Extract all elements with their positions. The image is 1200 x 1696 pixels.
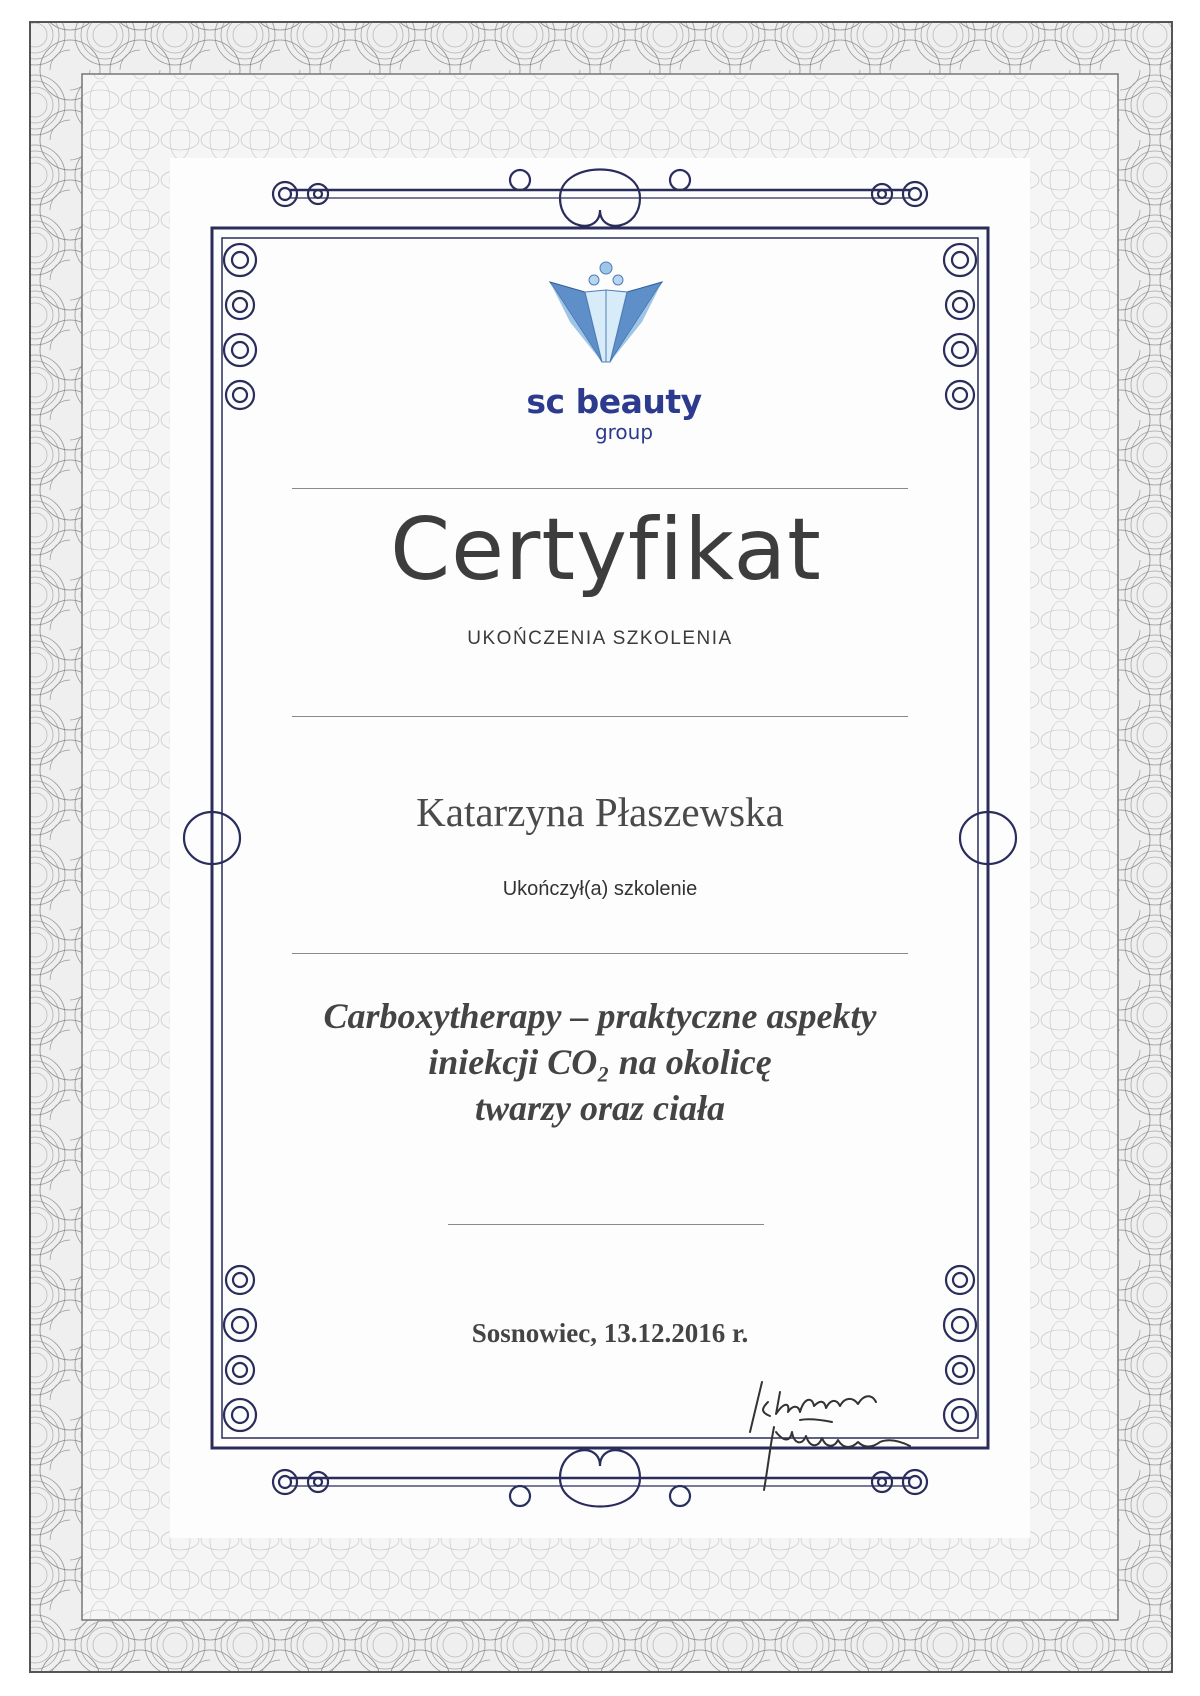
divider: [448, 1224, 764, 1225]
divider: [292, 716, 908, 717]
sc-beauty-logo-icon: [540, 252, 690, 372]
course-title-line-3: twarzy oraz ciała: [474, 1088, 725, 1128]
certificate-subtitle: UKOŃCZENIA SZKOLENIA: [467, 628, 733, 649]
course-title-line-2: iniekcji CO₂ na okolicę: [428, 1042, 772, 1082]
course-title-line-1: Carboxytherapy – praktyczne aspekty: [323, 996, 877, 1036]
completion-label: Ukończył(a) szkolenie: [502, 878, 698, 900]
signature: [740, 1372, 930, 1502]
divider: [292, 488, 908, 489]
brand-name: sc beauty: [526, 382, 702, 421]
page-title: Certyfikat: [390, 500, 822, 600]
recipient-name: Katarzyna Płaszewska: [416, 789, 784, 835]
brand-subtitle: group: [594, 420, 654, 444]
place-and-date: Sosnowiec, 13.12.2016 r.: [471, 1318, 749, 1348]
divider: [292, 953, 908, 954]
course-title: [0, 993, 1200, 1131]
